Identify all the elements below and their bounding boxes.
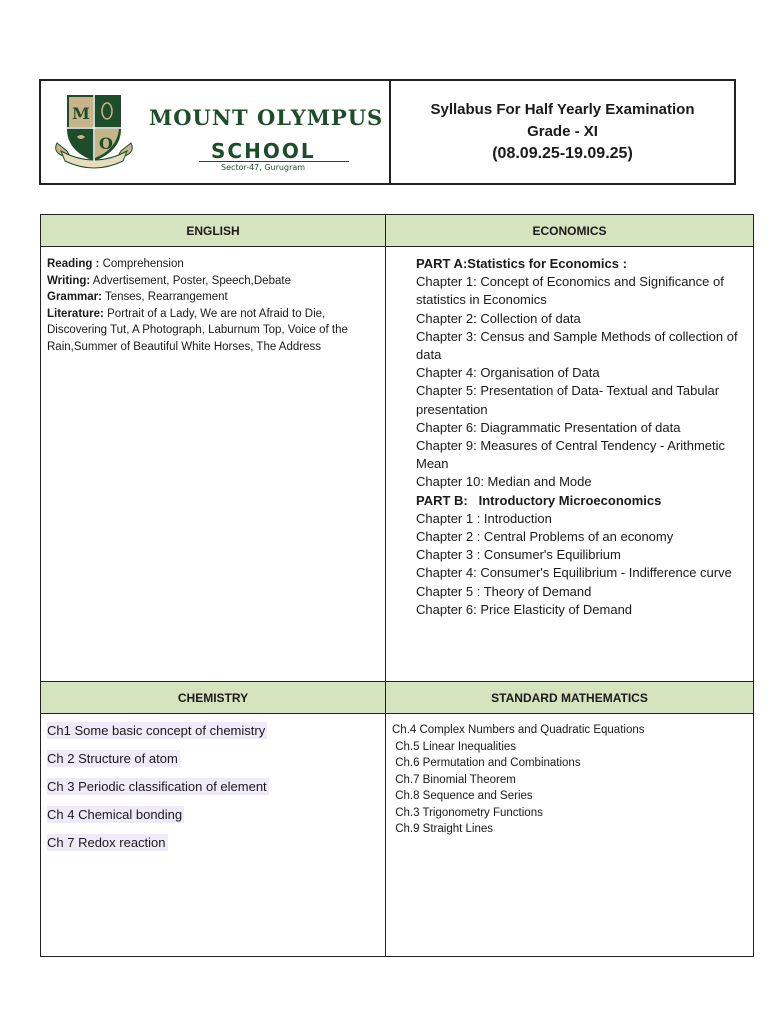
list-item: Ch.9 Straight Lines [392, 823, 494, 835]
shield-letter-o: O [99, 134, 113, 153]
economics-syllabus [386, 247, 754, 682]
grade-label: Grade - XI [527, 123, 598, 140]
chemistry-syllabus [41, 714, 386, 957]
economics-heading: ECONOMICS [386, 215, 754, 247]
list-item: Ch.6 Permutation and Combinations [392, 757, 581, 769]
header-box [39, 79, 736, 185]
english-item: Writing: Advertisement, Poster, Speech,Debate [47, 274, 291, 287]
list-item: Chapter 1 : Introduction [416, 510, 552, 526]
list-item: Ch 4 Chemical bonding [47, 807, 183, 822]
list-item: Chapter 2: Collection of data [416, 310, 581, 326]
chemistry-heading: CHEMISTRY [41, 682, 386, 714]
economics-part-b-heading: PART B: Introductory Microeconomics [416, 492, 662, 508]
list-item: Chapter 6: Price Elasticity of Demand [416, 601, 633, 617]
table-row [41, 682, 754, 714]
list-item: Ch.4 Complex Numbers and Quadratic Equations [392, 724, 645, 736]
list-item: Chapter 10: Median and Mode [416, 474, 592, 490]
list-item: Chapter 5 : Theory of Demand [416, 583, 592, 599]
exam-title-block [391, 81, 734, 183]
list-item: Ch.8 Sequence and Series [392, 790, 533, 802]
english-heading: ENGLISH [41, 215, 386, 247]
english-item: Reading : Comprehension [47, 258, 184, 270]
list-item: Chapter 1: Concept of Economics and Significance of statistics in Economics [416, 274, 724, 308]
list-item: Chapter 3 : Consumer's Equilibrium [416, 547, 621, 563]
list-item: Chapter 2 : Central Problems of an economy [416, 529, 674, 545]
economics-part-a-heading: PART A:Statistics for Economics : [416, 256, 627, 271]
list-item: Ch.5 Linear Inequalities [392, 740, 517, 753]
exam-dates: (08.09.25-19.09.25) [492, 145, 633, 162]
list-item: Ch.7 Binomial Theorem [392, 773, 516, 786]
mathematics-syllabus [386, 714, 754, 957]
table-row [41, 714, 754, 957]
list-item: Chapter 9: Measures of Central Tendency - Arithmetic Mean [416, 438, 726, 472]
list-item: Ch 3 Periodic classification of element [47, 779, 267, 794]
english-syllabus [41, 247, 386, 682]
list-item: Ch1 Some basic concept of chemistry [47, 723, 266, 738]
school-crest-icon [53, 91, 135, 173]
shield-letter-m: M [72, 104, 90, 123]
list-item: Chapter 6: Diagrammatic Presentation of data [416, 419, 681, 435]
school-logo [41, 81, 391, 183]
list-item: Chapter 5: Presentation of Data- Textual and Tabular presentation [416, 383, 720, 417]
list-item: Chapter 4: Consumer's Equilibrium - Indifference curve [416, 565, 732, 581]
list-item: Ch.3 Trigonometry Functions [392, 806, 543, 819]
syllabus-table [40, 214, 754, 957]
mathematics-heading: STANDARD MATHEMATICS [386, 682, 754, 714]
table-row [41, 247, 754, 682]
name-divider [199, 161, 349, 162]
school-location: Sector-47, Gurugram [221, 163, 306, 172]
list-item: Ch 2 Structure of atom [47, 751, 178, 766]
english-item: Grammar: Tenses, Rearrangement [47, 291, 228, 303]
table-row [41, 215, 754, 247]
exam-title: Syllabus For Half Yearly Examination [430, 101, 695, 118]
list-item: Chapter 3: Census and Sample Methods of collection of data [416, 328, 738, 363]
school-name [149, 105, 384, 172]
english-item: Literature: Portrait of a Lady, We are not Afraid to Die, Discovering Tut, A Photograph, Laburnum Top, Voice of the Rain,Summer of Beautiful White Horses, The Address [47, 307, 348, 353]
school-name-line2: SCHOOL [211, 139, 316, 163]
list-item: Ch 7 Redox reaction [47, 835, 166, 850]
school-name-line1: MOUNT OLYMPUS [149, 105, 384, 130]
list-item: Chapter 4: Organisation of Data [416, 365, 600, 381]
